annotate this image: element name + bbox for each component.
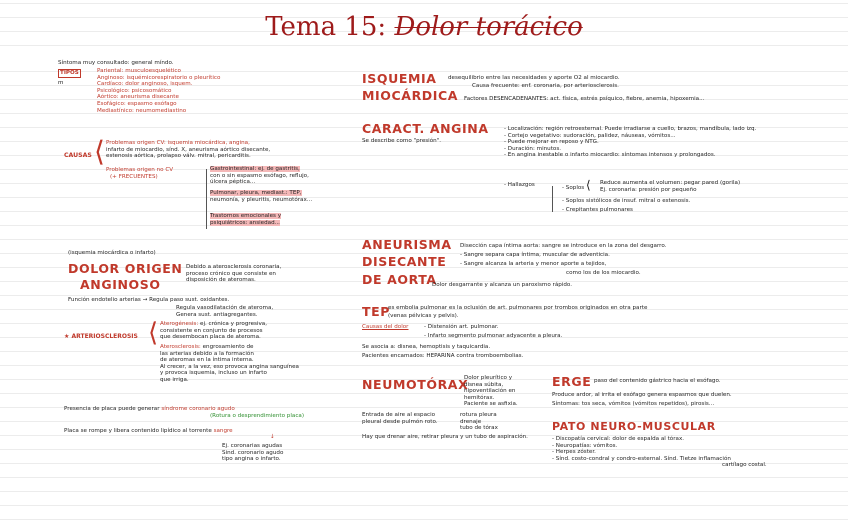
aterom-line: Al crecer, a la vez, eso provoca angina sanguínea bbox=[160, 363, 299, 370]
caract-item: - En angina inestable o infarto miocardio: síntomas intensos y prolongados. bbox=[504, 152, 716, 159]
neumo-diagram-label: drenaje bbox=[460, 418, 482, 425]
isq-note: (isquemia miocárdica o infarto) bbox=[68, 250, 156, 256]
gastro-line: con o sin espasmo esófago, reflujo, bbox=[210, 172, 309, 179]
tipos-list bbox=[97, 68, 220, 114]
erge-heading: ERGE bbox=[552, 374, 592, 389]
sca-label: síndrome coronario agudo bbox=[161, 406, 235, 412]
tipo-item: Anginoso: isquémicorespiratorio o pleurítico bbox=[97, 74, 221, 81]
aterom-line: que irriga. bbox=[160, 376, 189, 383]
placa-line: Placa se rompe y libera contenido lipídico al torrente sangre bbox=[64, 428, 233, 434]
causas-label: CAUSAS bbox=[64, 152, 92, 159]
pulmon-block bbox=[210, 190, 312, 203]
soplos-detail-line: Ej. coronaria: presión por pequeño bbox=[600, 186, 697, 193]
isq-line-2: Causa frecuente: enf. coronaria, por arteriosclerosis. bbox=[472, 83, 619, 89]
placa-result-line: Ej. coronarias agudas bbox=[222, 443, 283, 449]
emoc-title2: psiquiátricos: ansiedad... bbox=[210, 219, 280, 226]
caract-item: - Duración: minutos. bbox=[504, 145, 562, 152]
causas-bracket-line bbox=[206, 169, 207, 229]
tep-heading: TEP bbox=[362, 304, 391, 319]
neumo-diagram-label: rotura pleura bbox=[460, 412, 497, 418]
neumo-entry-line: Entrada de aire al espacio bbox=[362, 412, 436, 418]
causa2-title: Problemas origen no CV bbox=[106, 167, 174, 173]
caract-sub: Se describe como "presión". bbox=[362, 138, 442, 144]
pulmon-line: neumonía, y pleuritis, neumotórax... bbox=[210, 196, 313, 203]
hallazgos-label: - Hallazgos bbox=[504, 182, 535, 188]
pato-heading: PATO NEURO-MUSCULAR bbox=[552, 420, 716, 433]
func-sub bbox=[176, 305, 273, 318]
hallazgos-line bbox=[552, 186, 553, 212]
func-sub-line: Genera sust. antiagregantes. bbox=[176, 311, 258, 318]
causa1-line: estenosis aórtica, prolapso válv. mitral, pericarditis. bbox=[106, 153, 251, 160]
pato-item: - Herpes zóster. bbox=[552, 449, 596, 456]
gastro-title: Gastrointestinal: ej. de gastritis, bbox=[210, 166, 300, 172]
star-icon: ★ bbox=[64, 333, 70, 340]
tipo-item: Psicológico: psicosomático bbox=[97, 87, 172, 94]
neumo-entry bbox=[362, 412, 438, 425]
mu-mark: m bbox=[58, 80, 64, 86]
aneu-heading-3: DE AORTA bbox=[362, 272, 437, 287]
presencia-note: (Rotura o desprendimiento placa) bbox=[210, 413, 305, 419]
aneu-line-4: como los de los miocardio. bbox=[566, 270, 641, 276]
aneu-line-2: - Sangre separa capa íntima, muscular de adventicia. bbox=[460, 252, 610, 258]
intro-line: Síntoma muy consultado: general míndo. bbox=[58, 60, 174, 66]
causas-brace: ⟨ bbox=[94, 135, 105, 168]
title-part2: Dolor torácico bbox=[394, 12, 583, 42]
neumo-heading: NEUMOTÓRAX bbox=[362, 377, 469, 392]
aterom-block: Aterosclerosis: engrosamiento de las arterias debido a la formación de ateromas en la íntima interna. Al crecer, a la vez, eso provoca angina sanguínea y provoca isquemia, incluso un infarto que irriga. bbox=[160, 344, 299, 383]
sangre-word: sangre bbox=[213, 428, 233, 434]
page-title bbox=[0, 12, 848, 42]
gastro-block bbox=[210, 166, 309, 186]
caract-list bbox=[504, 126, 756, 159]
soplos-detail bbox=[600, 180, 740, 193]
ang-title: Aterogénesis: bbox=[160, 321, 199, 327]
emoc-block bbox=[210, 213, 281, 226]
pato-item: - Sínd. costo-condral y condro-esternal. Sínd. Tietze inflamación bbox=[552, 455, 731, 462]
neumo-diagram bbox=[460, 412, 498, 432]
pato-item: - Neuropatías: vómitos. bbox=[552, 442, 618, 449]
aterom-line: y provoca isquemia, incluso un infarto bbox=[160, 370, 267, 377]
neumo-item: hipoventilación en bbox=[464, 388, 516, 395]
neumo-drain: Hay que drenar aire, retirar pleura y un tubo de aspiración. bbox=[362, 434, 528, 440]
dolor-desc-line: proceso crónico que consiste en bbox=[186, 270, 276, 277]
causa2-sub: (+ FRECUENTES) bbox=[110, 173, 158, 180]
dolor-heading-1: DOLOR ORIGEN bbox=[68, 261, 183, 276]
causa1-title: Problemas origen CV: isquemia miocárdica, angina, bbox=[106, 140, 250, 146]
tipo-item: Cardíaco: dolor anginoso, isquem. bbox=[97, 81, 193, 88]
aneu-line-5: Dolor desgarrante y alcanza un paroxismo rápido. bbox=[432, 282, 573, 288]
aneu-line-1: Disección capa íntima aorta: sangre se introduce en la zona del desgarro. bbox=[460, 243, 667, 249]
caract-item: - Localización: región retroesternal. Puede irradiarse a cuello, brazos, mandíbula, lado izq. bbox=[504, 126, 757, 132]
caract-item: - Cortejo vegetativo: sudoración, palidez, náuseas, vómitos... bbox=[504, 132, 676, 139]
tipos-label: TIPOS bbox=[60, 70, 79, 76]
pulmon-title: Pulmonar, pleura, mediast.: TEP, bbox=[210, 190, 302, 196]
causa-cv bbox=[106, 140, 270, 160]
caract-heading: CARACT. ANGINA bbox=[362, 121, 489, 136]
neumo-item: disnea súbita, bbox=[464, 381, 504, 388]
aterom-line: las arterias debido a la formación bbox=[160, 350, 254, 357]
func-sub-line: Regula vasodilatación de ateroma, bbox=[176, 305, 274, 311]
neumo-item: Dolor pleurítico y bbox=[464, 375, 513, 381]
tep-causa-2: - Infarto segmento pulmonar adyacente a pleura. bbox=[424, 333, 563, 339]
athero-label: ★ ARTERIOSCLEROSIS bbox=[64, 333, 138, 340]
pato-list bbox=[552, 436, 767, 469]
tipo-item: Pariental: musculoesquelético bbox=[97, 68, 181, 74]
causa1-line: infarto de miocardio, sínd. X, aneurisma aórtico disecante, bbox=[106, 146, 271, 153]
ang-line: que desembocan placa de ateroma. bbox=[160, 334, 261, 341]
placa-result bbox=[222, 443, 283, 463]
soplos-line-2: - Soplos sistólicos de insuf. mitral o estenosis. bbox=[562, 198, 691, 204]
placa-result-line: tipo angina o infarto. bbox=[222, 456, 281, 463]
dolor-heading-2: ANGINOSO bbox=[80, 277, 161, 292]
aterom-title: Aterosclerosis: bbox=[160, 344, 201, 350]
ang-block: Aterogénesis: ej. crónica y progresiva, consistente en conjunto de procesos que desembocan placa de ateroma. bbox=[160, 321, 267, 341]
soplos-detail-line: Reduce aumenta el volumen: pegar pared (gorila) bbox=[600, 180, 741, 186]
tipo-item: Aórtico: aneurisma disecante bbox=[97, 94, 179, 101]
tep-causa-1: - Distensión art. pulmonar. bbox=[424, 324, 499, 330]
tep-causa-label: Causas del dolor bbox=[362, 324, 409, 330]
presencia-line: Presencia de placa puede generar síndrome coronario agudo bbox=[64, 406, 235, 412]
emoc-title: Trastornos emocionales y bbox=[210, 213, 282, 219]
neumo-entry-line: pleural desde pulmón roto. bbox=[362, 418, 438, 425]
aterom-line: de ateromas en la íntima interna. bbox=[160, 357, 254, 364]
gastro-line: úlcera péptica... bbox=[210, 179, 256, 186]
placa-result-line: Sind. coronario agudo bbox=[222, 449, 284, 456]
neumo-item: Paciente se asfixia. bbox=[464, 401, 518, 408]
arrow-down-icon: ↓ bbox=[270, 434, 275, 440]
tipo-item: Mediastínico: neumomediastino bbox=[97, 107, 187, 114]
isq-line-3: Factores DESENCADENANTES: act. física, estrés psíquico, fiebre, anemia, hipoxemia... bbox=[464, 96, 705, 102]
tep-line-3: Se asocia a: disnea, hemoptisis y taquicardia. bbox=[362, 344, 491, 350]
dolor-desc-line: Debido a aterosclerosis coronaria, bbox=[186, 264, 282, 270]
dolor-desc bbox=[186, 264, 281, 284]
isq-heading-2: MIOCÁRDICA bbox=[362, 88, 459, 103]
aneu-line-3: - Sangre alcanza la arteria y menor aporte a tejidos, bbox=[460, 261, 607, 267]
soplos-label: - Soplos ⟨ bbox=[562, 178, 591, 192]
tep-line-4: Pacientes encamados: HEPARINA contra tromboembolias. bbox=[362, 353, 524, 359]
ang-line: consistente en conjunto de procesos bbox=[160, 327, 263, 334]
isq-line-1: desequilibrio entre las necesidades y aporte O2 al miocardio. bbox=[448, 75, 620, 81]
erge-line-2: Produce ardor, al irrita el esófago genera espasmos que duelen. bbox=[552, 392, 732, 398]
athero-brace: ⟨ bbox=[148, 318, 159, 348]
aneu-heading-1: ANEURISMA bbox=[362, 237, 452, 252]
neumo-diagram-label: tubo de tórax bbox=[460, 425, 498, 432]
tipo-item: Esofágico: espasmo esófago bbox=[97, 100, 177, 107]
dolor-desc-line: disposición de ateromas. bbox=[186, 277, 256, 284]
pato-item: cartílago costal. bbox=[722, 462, 767, 469]
erge-line-3: Síntomas: tos seca, vómitos (vómitos repetidos), pirosis... bbox=[552, 401, 715, 407]
isq-heading-1: ISQUEMIA bbox=[362, 71, 437, 86]
tep-line-2: (venas pélvicas y pelvis). bbox=[388, 313, 459, 319]
erge-line-1: paso del contenido gástrico hacia el esófago. bbox=[594, 378, 721, 384]
neumo-item: hemitórax. bbox=[464, 394, 495, 401]
tep-line-1: es embolia pulmonar es la oclusión de art. pulmonares por trombos originados en otra parte bbox=[388, 305, 648, 311]
neumo-list bbox=[464, 375, 518, 408]
pato-item: - Discopatía cervical: dolor de espalda al tórax. bbox=[552, 436, 685, 442]
caract-item: - Puede mejorar en reposo y NTG. bbox=[504, 139, 599, 146]
func-line: Función endotelio arterias → Regula paso sust. oxidantes. bbox=[68, 297, 230, 303]
aneu-heading-2: DISECANTE bbox=[362, 254, 447, 269]
title-part1: Tema 15: bbox=[265, 12, 387, 42]
soplos-line-3: - Crepitantes pulmonares bbox=[562, 207, 633, 213]
causa-nocv bbox=[106, 167, 173, 180]
